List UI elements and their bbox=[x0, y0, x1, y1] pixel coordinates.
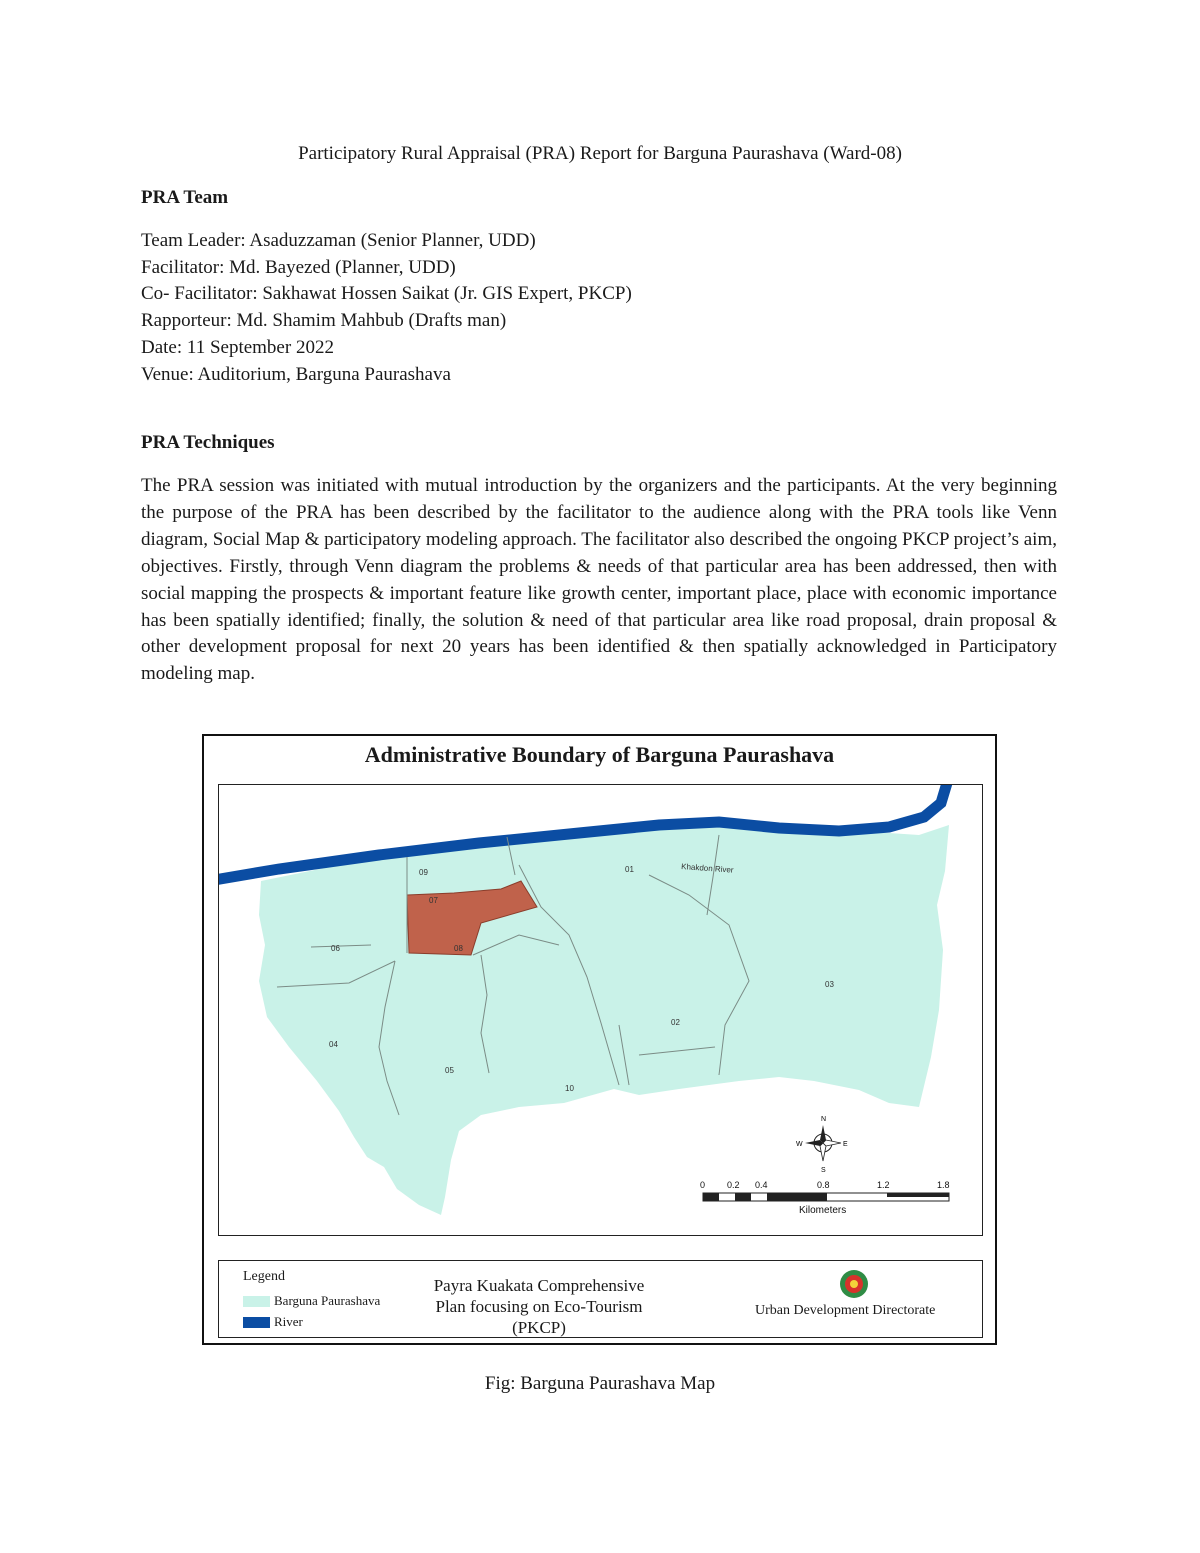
team-item-date: Date: 11 September 2022 bbox=[141, 336, 334, 358]
section-heading-pra-techniques: PRA Techniques bbox=[141, 432, 275, 453]
north-arrow-icon bbox=[796, 1116, 848, 1174]
ward-label-04: 04 bbox=[329, 1040, 338, 1049]
ward-label-09: 09 bbox=[419, 868, 428, 877]
scale-tick-0: 0 bbox=[700, 1180, 706, 1190]
legend-box bbox=[218, 1260, 983, 1338]
ward-label-10: 10 bbox=[565, 1084, 574, 1093]
legend-label-river: River bbox=[274, 1314, 303, 1329]
ward-label-01: 01 bbox=[625, 865, 634, 874]
team-list bbox=[141, 228, 632, 388]
legend-item-paurashava bbox=[243, 1293, 380, 1309]
section-heading-pra-team: PRA Team bbox=[141, 187, 229, 208]
team-item-facilitator: Facilitator: Md. Bayezed (Planner, UDD) bbox=[141, 256, 456, 278]
legend-label-paurashava: Barguna Paurashava bbox=[274, 1293, 381, 1308]
ward-label-07: 07 bbox=[429, 896, 438, 905]
document-title: Participatory Rural Appraisal (PRA) Report for Barguna Paurashava (Ward-08) bbox=[298, 143, 902, 164]
ward-label-08: 08 bbox=[454, 944, 463, 953]
scale-tick-3: 0.8 bbox=[817, 1180, 830, 1190]
scale-tick-4: 1.2 bbox=[877, 1180, 890, 1190]
plan-title: Payra Kuakata Comprehensive Plan focusing on Eco-Tourism (PKCP) bbox=[433, 1276, 645, 1337]
svg-text:S: S bbox=[821, 1167, 826, 1174]
paurashava-area bbox=[259, 825, 949, 1215]
organization-name: Urban Development Directorate bbox=[755, 1303, 936, 1318]
legend-title: Legend bbox=[243, 1269, 285, 1284]
scale-tick-5: 1.8 bbox=[937, 1180, 950, 1190]
ward-label-05: 05 bbox=[445, 1066, 454, 1075]
techniques-paragraph: The PRA session was initiated with mutual introduction by the organizers and the participants. At the very beginning the purpose of the PRA has been described by the facilitator to the audience along with the PRA tools like Venn diagram, Social Map & participatory modeling approach. The facilitator also described the ongoing PKCP project’s aim, objectives. Firstly, through Venn diagram the problems & needs of that particular area has been addressed, then with social mapping the prospects & important feature like growth center, important place, place with economic importance has been spatially identified; finally, the solution & need of that particular area like road proposal, drain proposal & other development proposal for next 20 years has been identified & then spatially acknowledged in Participatory modeling map. bbox=[141, 475, 1057, 685]
scale-unit: Kilometers bbox=[799, 1205, 847, 1216]
map-title: Administrative Boundary of Barguna Paurashava bbox=[364, 742, 835, 767]
map-svg bbox=[219, 785, 983, 1236]
team-item-rapporteur: Rapporteur: Md. Shamim Mahbub (Drafts man) bbox=[141, 310, 507, 332]
legend-swatch-paurashava bbox=[243, 1296, 270, 1307]
map-figure bbox=[202, 734, 997, 1345]
ward-label-06: 06 bbox=[331, 944, 340, 953]
svg-text:W: W bbox=[796, 1141, 803, 1148]
team-item-co-facilitator: Co- Facilitator: Sakhawat Hossen Saikat (Jr. GIS Expert, PKCP) bbox=[141, 283, 632, 305]
team-item-venue: Venue: Auditorium, Barguna Paurashava bbox=[141, 363, 451, 385]
svg-text:N: N bbox=[821, 1116, 827, 1123]
map-body bbox=[218, 784, 983, 1236]
legend-swatch-river bbox=[243, 1317, 270, 1328]
scale-tick-1: 0.2 bbox=[727, 1180, 740, 1190]
ward-label-03: 03 bbox=[825, 980, 834, 989]
figure-caption: Fig: Barguna Paurashava Map bbox=[484, 1373, 716, 1394]
udd-logo-icon bbox=[839, 1269, 869, 1299]
svg-text:E: E bbox=[843, 1141, 848, 1148]
team-item-leader: Team Leader: Asaduzzaman (Senior Planner, UDD) bbox=[141, 230, 536, 251]
scale-bar bbox=[700, 1180, 950, 1216]
scale-tick-2: 0.4 bbox=[755, 1180, 768, 1190]
river-label: Khakdon River bbox=[680, 862, 734, 875]
legend-item-river bbox=[243, 1314, 303, 1330]
ward-label-02: 02 bbox=[671, 1018, 680, 1027]
